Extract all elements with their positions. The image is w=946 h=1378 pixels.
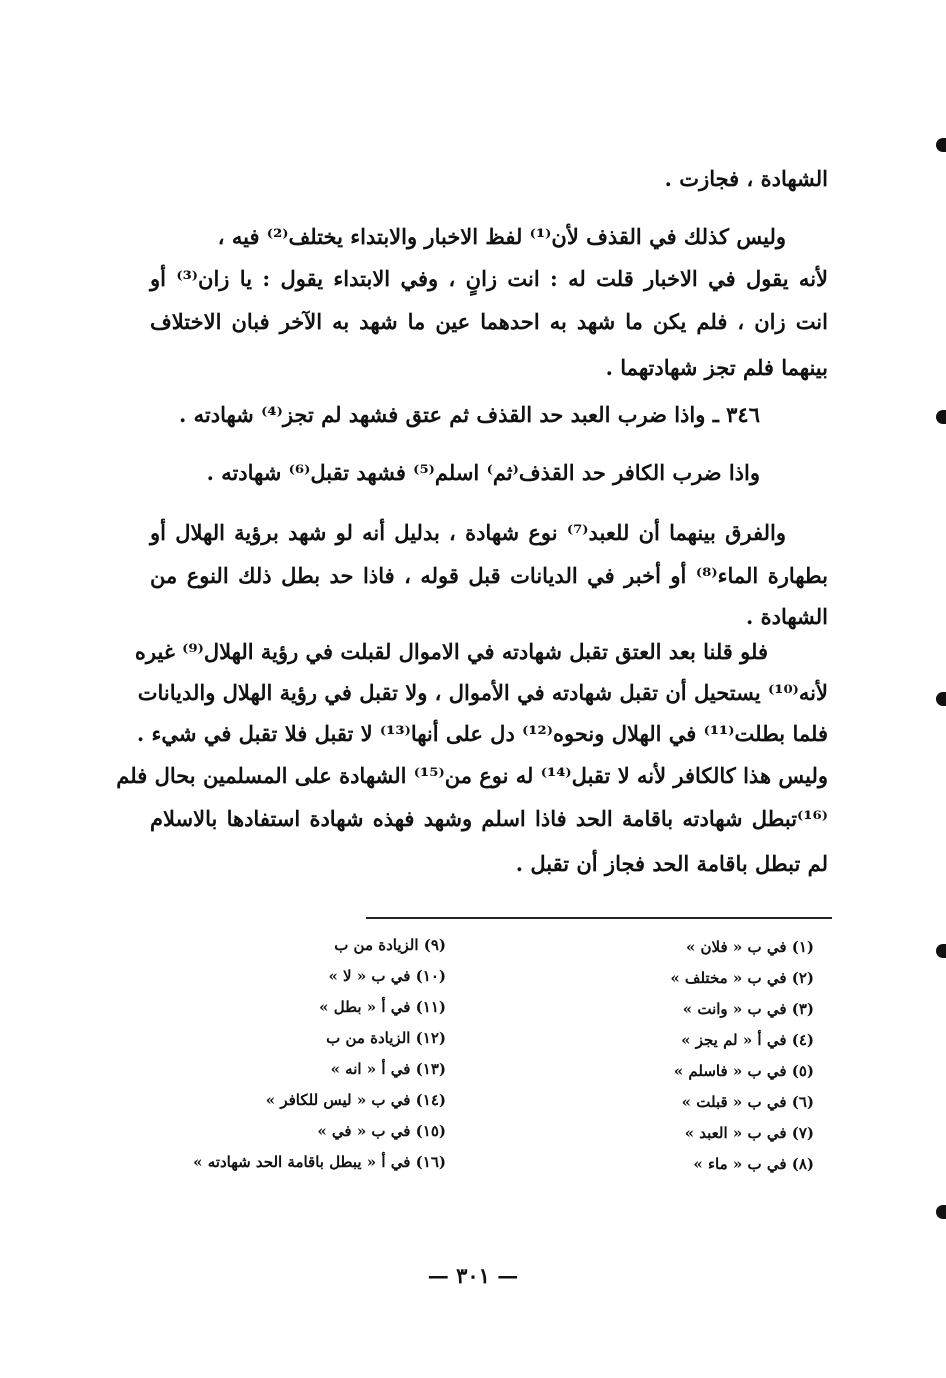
text-line-10: الشهادة . (745, 604, 828, 629)
scan-edge-mark (936, 944, 946, 958)
text-line-12: لأنه⁽¹⁰⁾ يستحيل أن تقبل شهادته في الأموال ، ولا تقبل في رؤية الهلال والديانات (137, 680, 828, 705)
text-line-5: بينهما فلم تجز شهادتهما . (605, 355, 828, 380)
scan-edge-mark (936, 410, 946, 424)
text-line-9: بطهارة الماء⁽⁸⁾ أو أخبر في الديانات قبل قوله ، فاذا حد بطل ذلك النوع من (150, 563, 828, 588)
footnote-6: (٦) في ب « قبلت » (681, 1093, 814, 1111)
footnote-divider (366, 917, 832, 919)
text-line-15: ⁽¹⁶⁾تبطل شهادته باقامة الحد فاذا اسلم وشهد فهذه شهادة استفادها بالاسلام (150, 806, 828, 831)
text-line-4: انت زان ، فلم يكن ما شهد به احدهما عين ما شهد به الآخر فبان الاختلاف (150, 309, 828, 334)
footnote-3: (٣) في ب « وانت » (682, 1000, 814, 1018)
footnote-11: (١١) في أ « بطل » (319, 998, 446, 1016)
footnote-7: (٧) في ب « العبد » (684, 1124, 814, 1142)
footnote-5: (٥) في ب « فاسلم » (673, 1062, 814, 1080)
text-line-2: وليس كذلك في القذف لأن⁽¹⁾ لفظ الاخبار والابتداء يختلف⁽²⁾ فيه ، (217, 224, 786, 249)
scan-edge-mark (936, 138, 946, 152)
footnote-8: (٨) في ب « ماء » (693, 1155, 814, 1173)
text-line-14: وليس هذا كالكافر لأنه لا تقبل⁽¹⁴⁾ له نوع من⁽¹⁵⁾ الشهادة على المسلمين بحال فلم (116, 763, 828, 788)
scan-edge-mark (936, 1205, 946, 1219)
scan-edge-mark (936, 692, 946, 706)
text-line-8: والفرق بينهما أن للعبد⁽⁷⁾ نوع شهادة ، بدليل أنه لو شهد برؤية الهلال أو (150, 520, 786, 545)
text-line-16: لم تبطل باقامة الحد فجاز أن تقبل . (515, 851, 828, 876)
footnote-12: (١٢) الزيادة من ب (326, 1029, 446, 1047)
footnote-16: (١٦) في أ « يبطل باقامة الحد شهادته » (193, 1153, 446, 1171)
text-line-1: الشهادة ، فجازت . (664, 166, 828, 191)
text-line-3: لأنه يقول في الاخبار قلت له : انت زانٍ ، وفي الابتداء يقول : يا زان⁽³⁾ أو (150, 266, 829, 291)
text-line-6: ٣٤٦ ـ واذا ضرب العبد حد القذف ثم عتق فشهد لم تجز⁽⁴⁾ شهادته . (179, 402, 760, 427)
text-line-7: واذا ضرب الكافر حد القذف⁽ثم⁾ اسلم⁽⁵⁾ فشهد تقبل⁽⁶⁾ شهادته . (206, 460, 760, 485)
text-line-13: فلما بطلت⁽¹¹⁾ في الهلال ونحوه⁽¹²⁾ دل على أنها⁽¹³⁾ لا تقبل فلا تقبل في شيء . (136, 721, 828, 746)
footnote-15: (١٥) في ب « في » (317, 1122, 446, 1140)
page-number: — ٣٠١ — (427, 1263, 519, 1288)
footnote-9: (٩) الزيادة من ب (334, 936, 446, 954)
footnote-10: (١٠) في ب « لا » (328, 967, 446, 985)
footnote-2: (٢) في ب « مختلف » (670, 969, 814, 987)
footnote-1: (١) في ب « فلان » (685, 938, 814, 956)
footnote-13: (١٣) في أ « انه » (330, 1060, 446, 1078)
footnote-14: (١٤) في ب « ليس للكافر » (265, 1091, 446, 1109)
footnote-4: (٤) في أ « لم يجز » (681, 1031, 814, 1049)
text-line-11: فلو قلنا بعد العتق تقبل شهادته في الاموال لقبلت في رؤية الهلال⁽⁹⁾ غيره (134, 639, 768, 664)
